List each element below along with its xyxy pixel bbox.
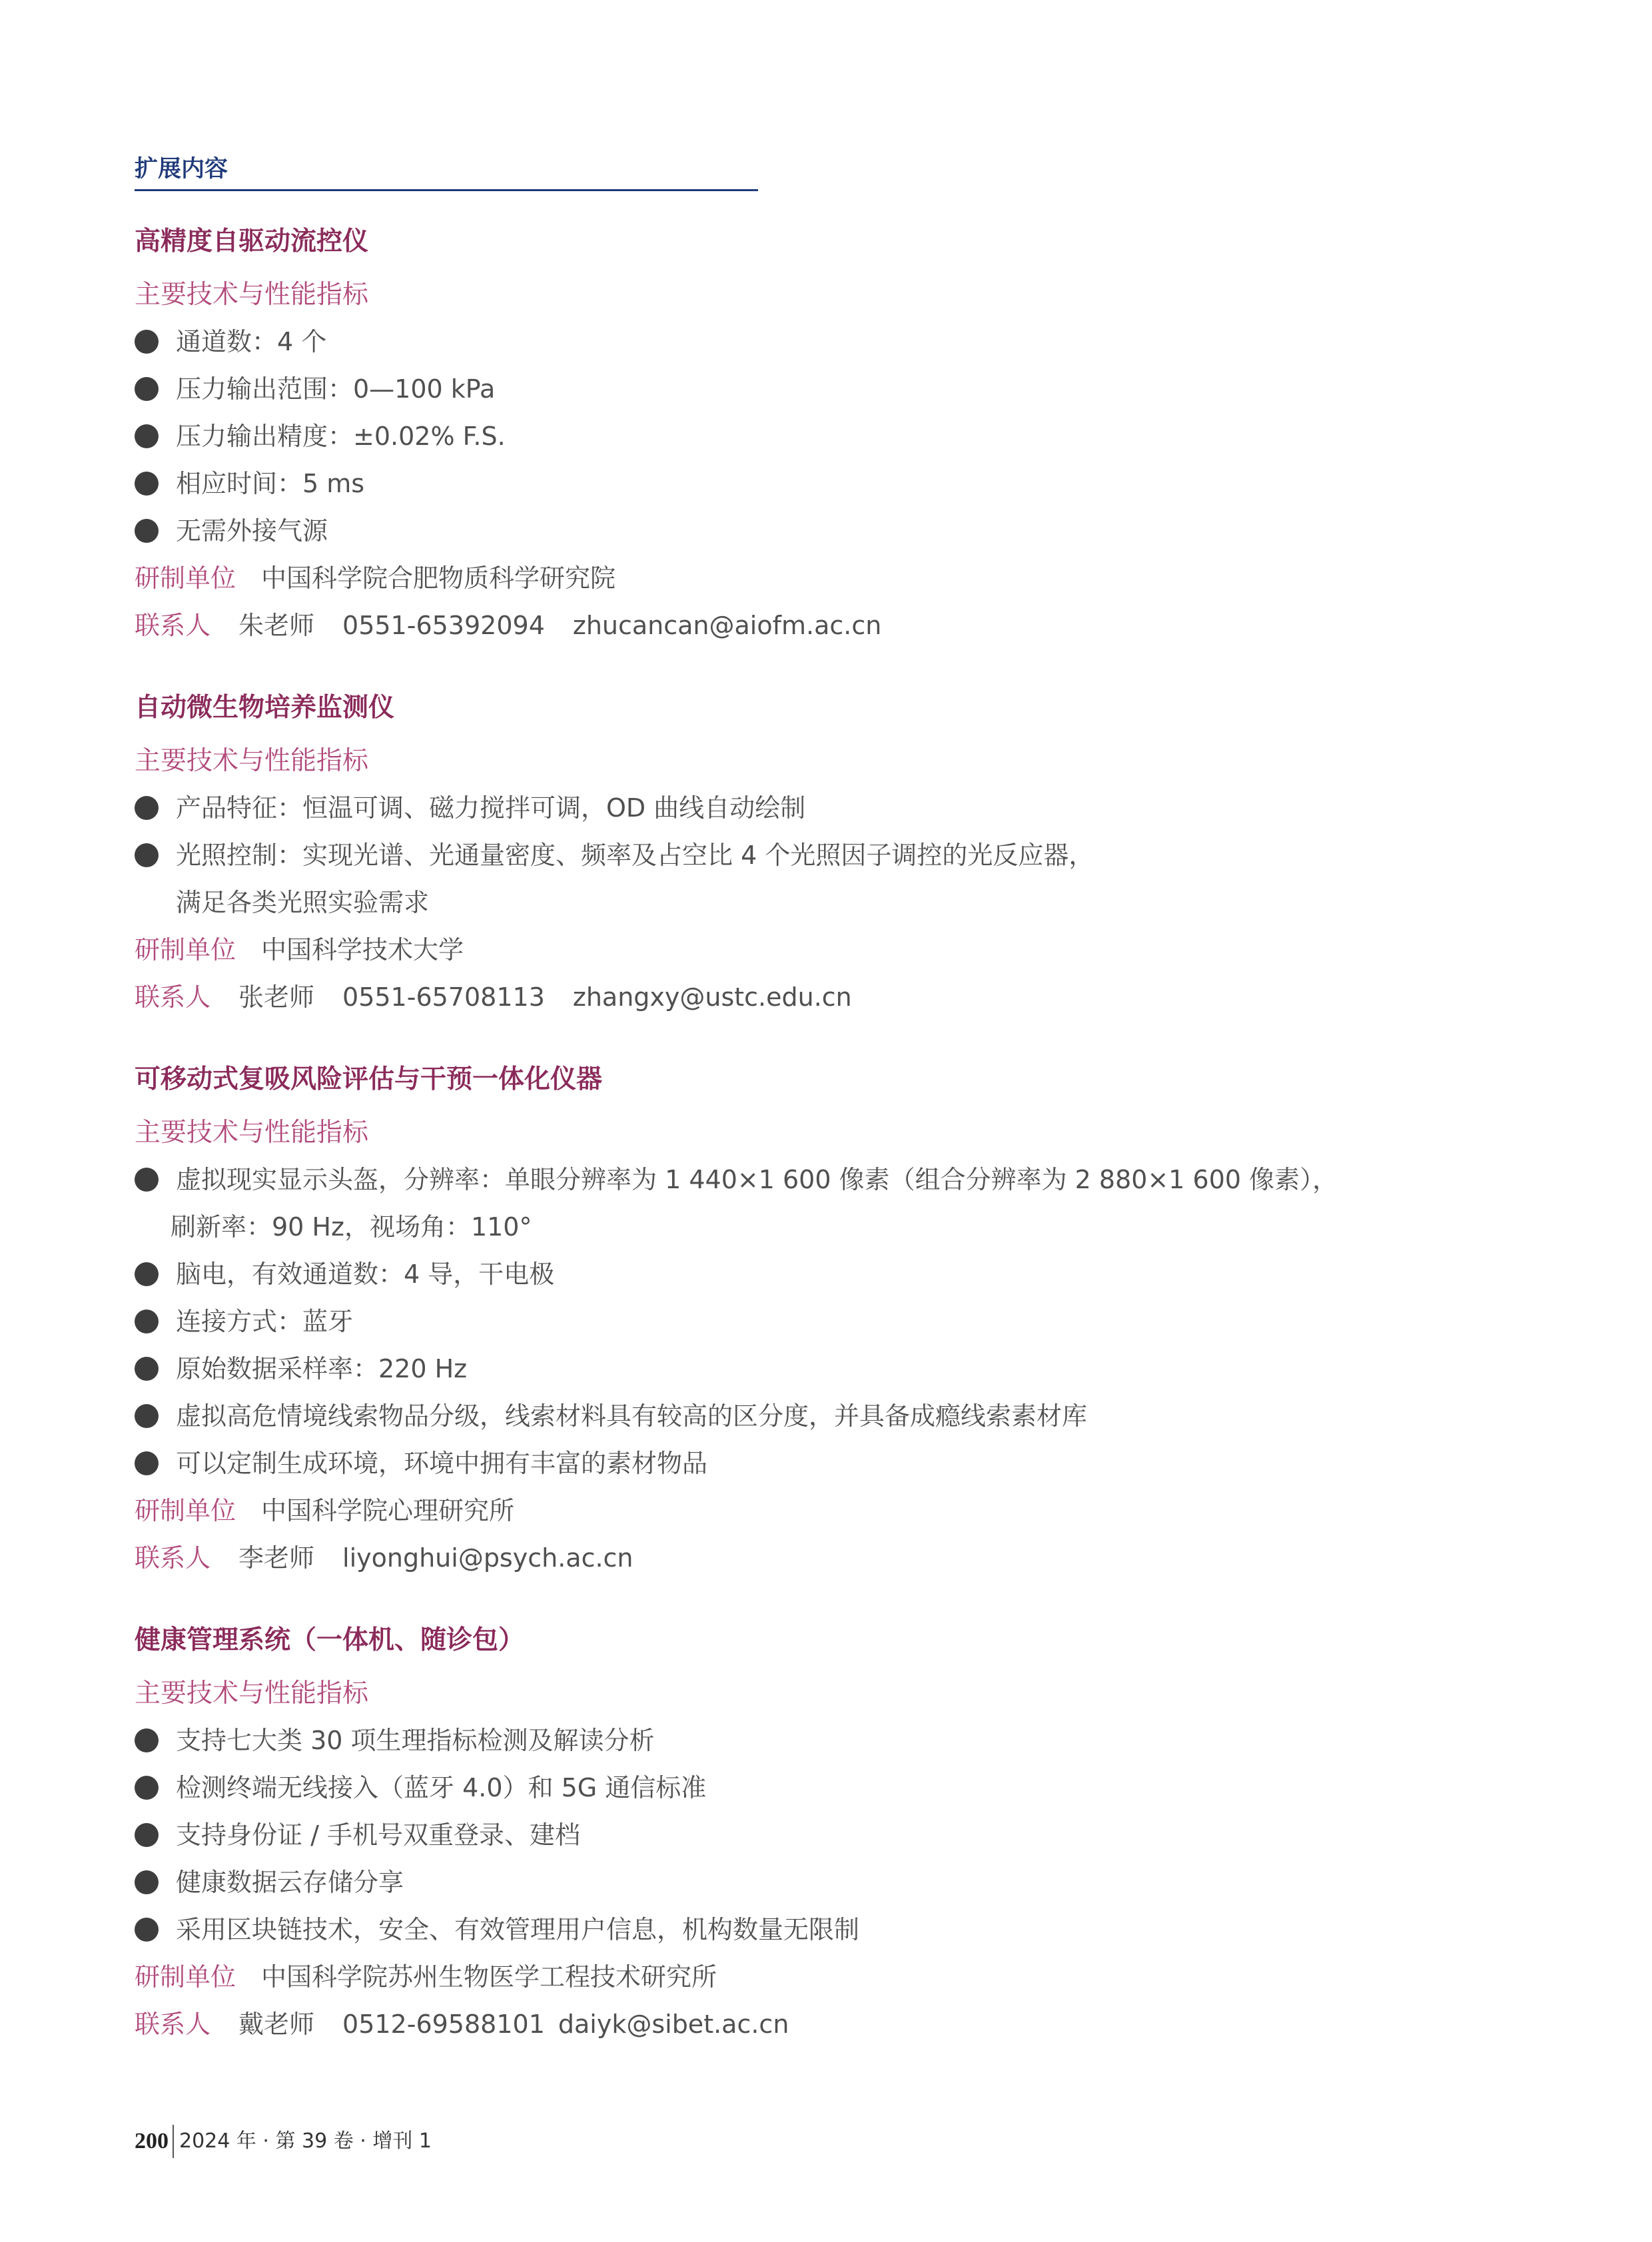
spec-item: 压力输出范围：0—100 kPa bbox=[135, 366, 1533, 413]
page-footer bbox=[135, 2125, 432, 2158]
product-entry bbox=[135, 1617, 1533, 2048]
spec-heading: 主要技术与性能指标 bbox=[135, 1679, 369, 1708]
spec-item: 虚拟现实显示头盔，分辨率：单眼分辨率为 1 440×1 600 像素（组合分辨率为 2 880×1 600 像素）， 刷新率：90 Hz，视场角：110° bbox=[135, 1156, 1533, 1251]
bullet-icon bbox=[135, 1262, 159, 1286]
spec-item: 连接方式：蓝牙 bbox=[135, 1298, 1533, 1345]
spec-item: 支持七大类 30 项生理指标检测及解读分析 bbox=[135, 1717, 1533, 1764]
bullet-icon bbox=[135, 1870, 159, 1894]
spec-item: 检测终端无线接入（蓝牙 4.0）和 5G 通信标准 bbox=[135, 1764, 1533, 1812]
bullet-icon bbox=[135, 1823, 159, 1847]
bullet-icon bbox=[135, 519, 159, 543]
product-title: 高精度自驱动流控仪 bbox=[135, 226, 369, 256]
bullet-icon bbox=[135, 843, 159, 867]
developer-label: 研制单位 bbox=[135, 935, 236, 964]
issue-info: 2024 年 · 第 39 卷 · 增刊 1 bbox=[179, 2129, 432, 2153]
contact-name: 张老师 bbox=[238, 982, 315, 1012]
spec-item: 健康数据云存储分享 bbox=[135, 1859, 1533, 1906]
spec-item: 原始数据采样率：220 Hz bbox=[135, 1345, 1533, 1393]
bullet-icon bbox=[135, 377, 159, 401]
contact-label: 联系人 bbox=[135, 611, 211, 640]
contact-label: 联系人 bbox=[135, 982, 211, 1012]
spec-heading: 主要技术与性能指标 bbox=[135, 280, 369, 310]
bullet-icon bbox=[135, 330, 159, 354]
developer-value: 中国科学院苏州生物医学工程技术研究所 bbox=[261, 1962, 717, 1992]
contact-email[interactable]: daiyk@sibet.ac.cn bbox=[558, 2010, 789, 2039]
bullet-icon bbox=[135, 424, 159, 448]
contact-phone: 0512-69588101 bbox=[342, 2010, 545, 2039]
product-title: 自动微生物培养监测仪 bbox=[135, 693, 395, 723]
contact-label: 联系人 bbox=[135, 2010, 211, 2039]
contact-name: 李老师 bbox=[238, 1543, 315, 1573]
developer-row bbox=[135, 1487, 1533, 1535]
spec-item: 压力输出精度：±0.02% F.S. bbox=[135, 413, 1533, 460]
spec-item: 虚拟高危情境线索物品分级，线索材料具有较高的区分度，并具备成瘾线索素材库 bbox=[135, 1393, 1533, 1440]
contact-name: 戴老师 bbox=[238, 2010, 315, 2039]
bullet-icon bbox=[135, 1776, 159, 1800]
spec-continuation: 满足各类光照实验需求 bbox=[176, 888, 430, 917]
bullet-icon bbox=[135, 1404, 159, 1428]
contact-row bbox=[135, 1535, 1533, 1582]
bullet-icon bbox=[135, 1451, 159, 1475]
bullet-icon bbox=[135, 1728, 159, 1752]
developer-value: 中国科学院合肥物质科学研究院 bbox=[261, 563, 616, 593]
footer-divider bbox=[173, 2125, 174, 2158]
bullet-icon bbox=[135, 1309, 159, 1333]
product-title: 健康管理系统（一体机、随诊包） bbox=[135, 1625, 525, 1655]
contact-row bbox=[135, 602, 1533, 649]
spec-item: 相应时间：5 ms bbox=[135, 460, 1533, 508]
developer-row bbox=[135, 555, 1533, 602]
product-entry bbox=[135, 218, 1533, 649]
developer-value: 中国科学技术大学 bbox=[261, 935, 464, 964]
contact-phone: 0551-65708113 bbox=[342, 982, 545, 1012]
developer-label: 研制单位 bbox=[135, 1496, 236, 1525]
spec-heading: 主要技术与性能指标 bbox=[135, 1118, 369, 1148]
contact-email[interactable]: liyonghui@psych.ac.cn bbox=[342, 1543, 633, 1573]
page-number: 200 bbox=[135, 2129, 169, 2153]
bullet-icon bbox=[135, 1168, 159, 1192]
product-entry bbox=[135, 1056, 1533, 1582]
contact-email[interactable]: zhucancan@aiofm.ac.cn bbox=[572, 611, 882, 640]
spec-item: 光照控制：实现光谱、光通量密度、频率及占空比 4 个光照因子调控的光反应器， 满足各类光照实验需求 bbox=[135, 832, 1533, 927]
spec-item: 无需外接气源 bbox=[135, 508, 1533, 555]
contact-label: 联系人 bbox=[135, 1543, 211, 1573]
spec-continuation: 刷新率：90 Hz，视场角：110° bbox=[171, 1212, 532, 1242]
spec-item: 支持身份证 / 手机号双重登录、建档 bbox=[135, 1812, 1533, 1859]
bullet-icon bbox=[135, 1357, 159, 1381]
spec-item: 通道数：4 个 bbox=[135, 318, 1533, 366]
spec-item: 采用区块链技术，安全、有效管理用户信息，机构数量无限制 bbox=[135, 1906, 1533, 1954]
header-divider bbox=[135, 189, 758, 191]
developer-row bbox=[135, 1954, 1533, 2001]
spec-item: 可以定制生成环境，环境中拥有丰富的素材物品 bbox=[135, 1440, 1533, 1487]
spec-item: 脑电，有效通道数：4 导，干电极 bbox=[135, 1251, 1533, 1298]
product-entry bbox=[135, 684, 1533, 1021]
section-header: 扩展内容 bbox=[135, 156, 228, 183]
spec-heading: 主要技术与性能指标 bbox=[135, 746, 369, 776]
contact-name: 朱老师 bbox=[238, 611, 315, 640]
contact-row bbox=[135, 2001, 1533, 2048]
contact-email[interactable]: zhangxy@ustc.edu.cn bbox=[572, 982, 852, 1012]
developer-row bbox=[135, 927, 1533, 974]
contact-phone: 0551-65392094 bbox=[342, 611, 545, 640]
spec-item: 产品特征：恒温可调、磁力搅拌可调，OD 曲线自动绘制 bbox=[135, 785, 1533, 832]
developer-label: 研制单位 bbox=[135, 1962, 236, 1992]
bullet-icon bbox=[135, 472, 159, 496]
bullet-icon bbox=[135, 796, 159, 820]
bullet-icon bbox=[135, 1918, 159, 1942]
product-title: 可移动式复吸风险评估与干预一体化仪器 bbox=[135, 1064, 603, 1094]
developer-label: 研制单位 bbox=[135, 563, 236, 593]
contact-row bbox=[135, 974, 1533, 1021]
developer-value: 中国科学院心理研究所 bbox=[261, 1496, 515, 1525]
